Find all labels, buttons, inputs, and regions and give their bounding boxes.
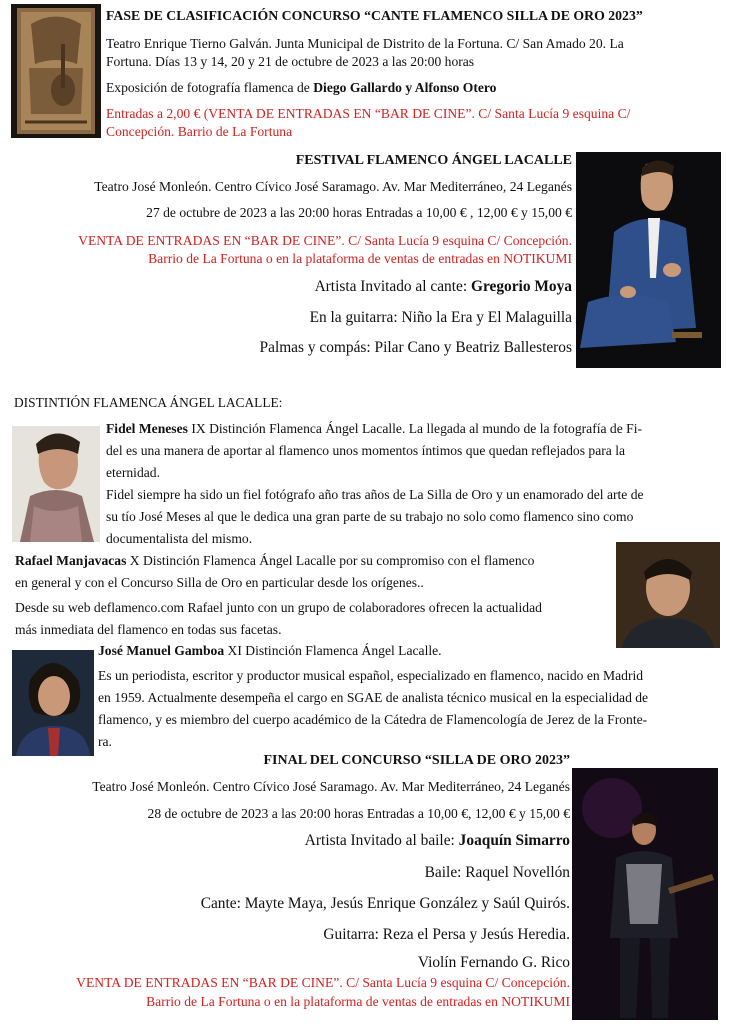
jose-p2-line3: flamenco, y es miembro del cuerpo académico de la Cátedra de Flamencología de Jerez de la Fronte-: [98, 712, 648, 727]
fidel-p1-text: IX Distinción Flamenca Ángel Lacalle. La llegada al mundo de la fotografía de Fi-: [187, 421, 643, 436]
section2-guest-artist: [20, 278, 572, 296]
exhibition-photographers: Diego Gallardo y Alfonso Otero: [313, 80, 497, 95]
section1-tickets-line2: Concepción. Barrio de La Fortuna: [106, 124, 293, 139]
jose-paragraph-1: [98, 640, 718, 662]
rafael-paragraph-1: [15, 550, 615, 594]
section3-title: DISTINTIÓN FLAMENCA ÁNGEL LACALLE:: [14, 395, 283, 410]
rafael-p1-text: X Distinción Flamenca Ángel Lacalle por su compromiso con el flamenco: [126, 553, 535, 568]
section4-cante: Cante: Mayte Maya, Jesús Enrique González y Saúl Quirós.: [200, 895, 570, 912]
rafael-name: Rafael Manjavacas: [15, 553, 127, 568]
gregorio-moya-photo: [576, 152, 721, 368]
jose-p1-text: XI Distinción Flamenca Ángel Lacalle.: [224, 643, 442, 658]
fidel-p2-line3: documentalista del mismo.: [106, 531, 253, 546]
jose-paragraph-2: [98, 665, 718, 753]
section1-venue-line1: Teatro Enrique Tierno Galván. Junta Municipal de Distrito de la Fortuna. C/ San Amado 20. La: [106, 36, 624, 51]
fidel-p2-line1: Fidel siempre ha sido un fiel fotógrafo año tras años de La Silla de Oro y un enamorado del arte de: [106, 487, 644, 502]
guest-dance-prefix: Artista Invitado al baile:: [304, 832, 459, 849]
jose-manuel-gamboa-photo: [12, 650, 94, 756]
rafael-p1-line1: [15, 550, 615, 572]
exhibition-prefix: Exposición de fotografía flamenca de: [106, 80, 314, 95]
jose-p2-line1: Es un periodista, escritor y productor musical español, especializado en flamenco, nacido en Madrid: [98, 668, 644, 683]
rafael-p2-line2: más inmediata del flamenco en todas sus facetas.: [15, 622, 282, 637]
rafael-paragraph-2: [15, 597, 615, 641]
section2-sale-line2: Barrio de La Fortuna o en la plataforma de ventas de entradas en NOTIKUMI: [148, 251, 572, 266]
rafael-p2-line1: Desde su web deflamenco.com Rafael junto con un grupo de colaboradores ofrecen la actualidad: [15, 600, 542, 615]
fidel-p1-line1: [106, 418, 718, 440]
joaquin-simarro-photo: [572, 768, 718, 1020]
section4-date-prices: 28 de octubre de 2023 a las 20:00 horas Entradas a 10,00 €, 12,00 € y 15,00 €: [147, 806, 570, 821]
section4-sale-line1: VENTA DE ENTRADAS EN “BAR DE CINE”. C/ Santa Lucía 9 esquina C/ Concepción.: [76, 975, 570, 990]
section4-sale-line2: Barrio de La Fortuna o en la plataforma de ventas de entradas en NOTIKUMI: [146, 994, 570, 1009]
section4-baile: Baile: Raquel Novellón: [424, 864, 570, 881]
jose-p2-line2: en 1959. Actualmente desempeña el cargo en SGAE de analista técnico musical en la especialidad de: [98, 690, 649, 705]
section2-sale-line1: VENTA DE ENTRADAS EN “BAR DE CINE”. C/ Santa Lucía 9 esquina C/ Concepción.: [78, 233, 572, 248]
rafael-manjavacas-photo: [616, 542, 720, 648]
section2-venue: Teatro José Monleón. Centro Cívico José Saramago. Av. Mar Mediterráneo, 24 Leganés: [94, 179, 572, 194]
rafael-p1-line2: en general y con el Concurso Silla de Oro en particular desde los orígenes..: [15, 575, 424, 590]
jose-p1-line1: [98, 640, 718, 662]
fidel-p1-line2: del es una manera de aportar al flamenco unos momentos íntimos que quedan reflejados para la: [106, 443, 626, 458]
section2-date-prices: 27 de octubre de 2023 a las 20:00 horas Entradas a 10,00 € , 12,00 € y 15,00 €: [146, 205, 572, 220]
section4-guitarra: Guitarra: Reza el Persa y Jesús Heredia.: [323, 926, 570, 943]
section2-title: FESTIVAL FLAMENCO ÁNGEL LACALLE: [295, 153, 572, 168]
section1-venue-line2: Fortuna. Días 13 y 14, 20 y 21 de octubre de 2023 a las 20:00 horas: [106, 54, 475, 69]
jose-p2-line4: ra.: [98, 734, 112, 749]
silla-de-oro-trophy-photo: [11, 4, 101, 138]
section1-tickets-line1: Entradas a 2,00 € (VENTA DE ENTRADAS EN “BAR DE CINE”. C/ Santa Lucía 9 esquina C/: [106, 106, 631, 121]
fidel-paragraph-2: [106, 484, 718, 550]
guest-dance-name: Joaquín Simarro: [458, 832, 570, 849]
fidel-meneses-photo: [12, 426, 100, 542]
fidel-p1-line3: eternidad.: [106, 465, 160, 480]
fidel-name: Fidel Meneses: [106, 421, 188, 436]
section4-title: FINAL DEL CONCURSO “SILLA DE ORO 2023”: [263, 753, 570, 768]
section1-title: FASE DE CLASIFICACIÓN CONCURSO “CANTE FLAMENCO SILLA DE ORO 2023”: [106, 8, 643, 23]
jose-name: José Manuel Gamboa: [98, 643, 225, 658]
fidel-paragraph-1: [106, 418, 718, 484]
fidel-p2-line2: su tío José Meses al que le dedica una gran parte de su trabajo no solo como flamenco sino como: [106, 509, 634, 524]
section2-guitar: En la guitarra: Niño la Era y El Malaguilla: [309, 309, 572, 326]
guest-artist-prefix: Artista Invitado al cante:: [314, 278, 471, 295]
section4-violin: Violín Fernando G. Rico: [417, 954, 570, 971]
guest-artist-name: Gregorio Moya: [470, 278, 572, 295]
section4-venue: Teatro José Monleón. Centro Cívico José Saramago. Av. Mar Mediterráneo, 24 Leganés: [92, 779, 570, 794]
section4-guest-artist: [20, 832, 570, 850]
section2-palmas: Palmas y compás: Pilar Cano y Beatriz Ballesteros: [259, 339, 572, 356]
section1-exhibition: [106, 79, 496, 97]
